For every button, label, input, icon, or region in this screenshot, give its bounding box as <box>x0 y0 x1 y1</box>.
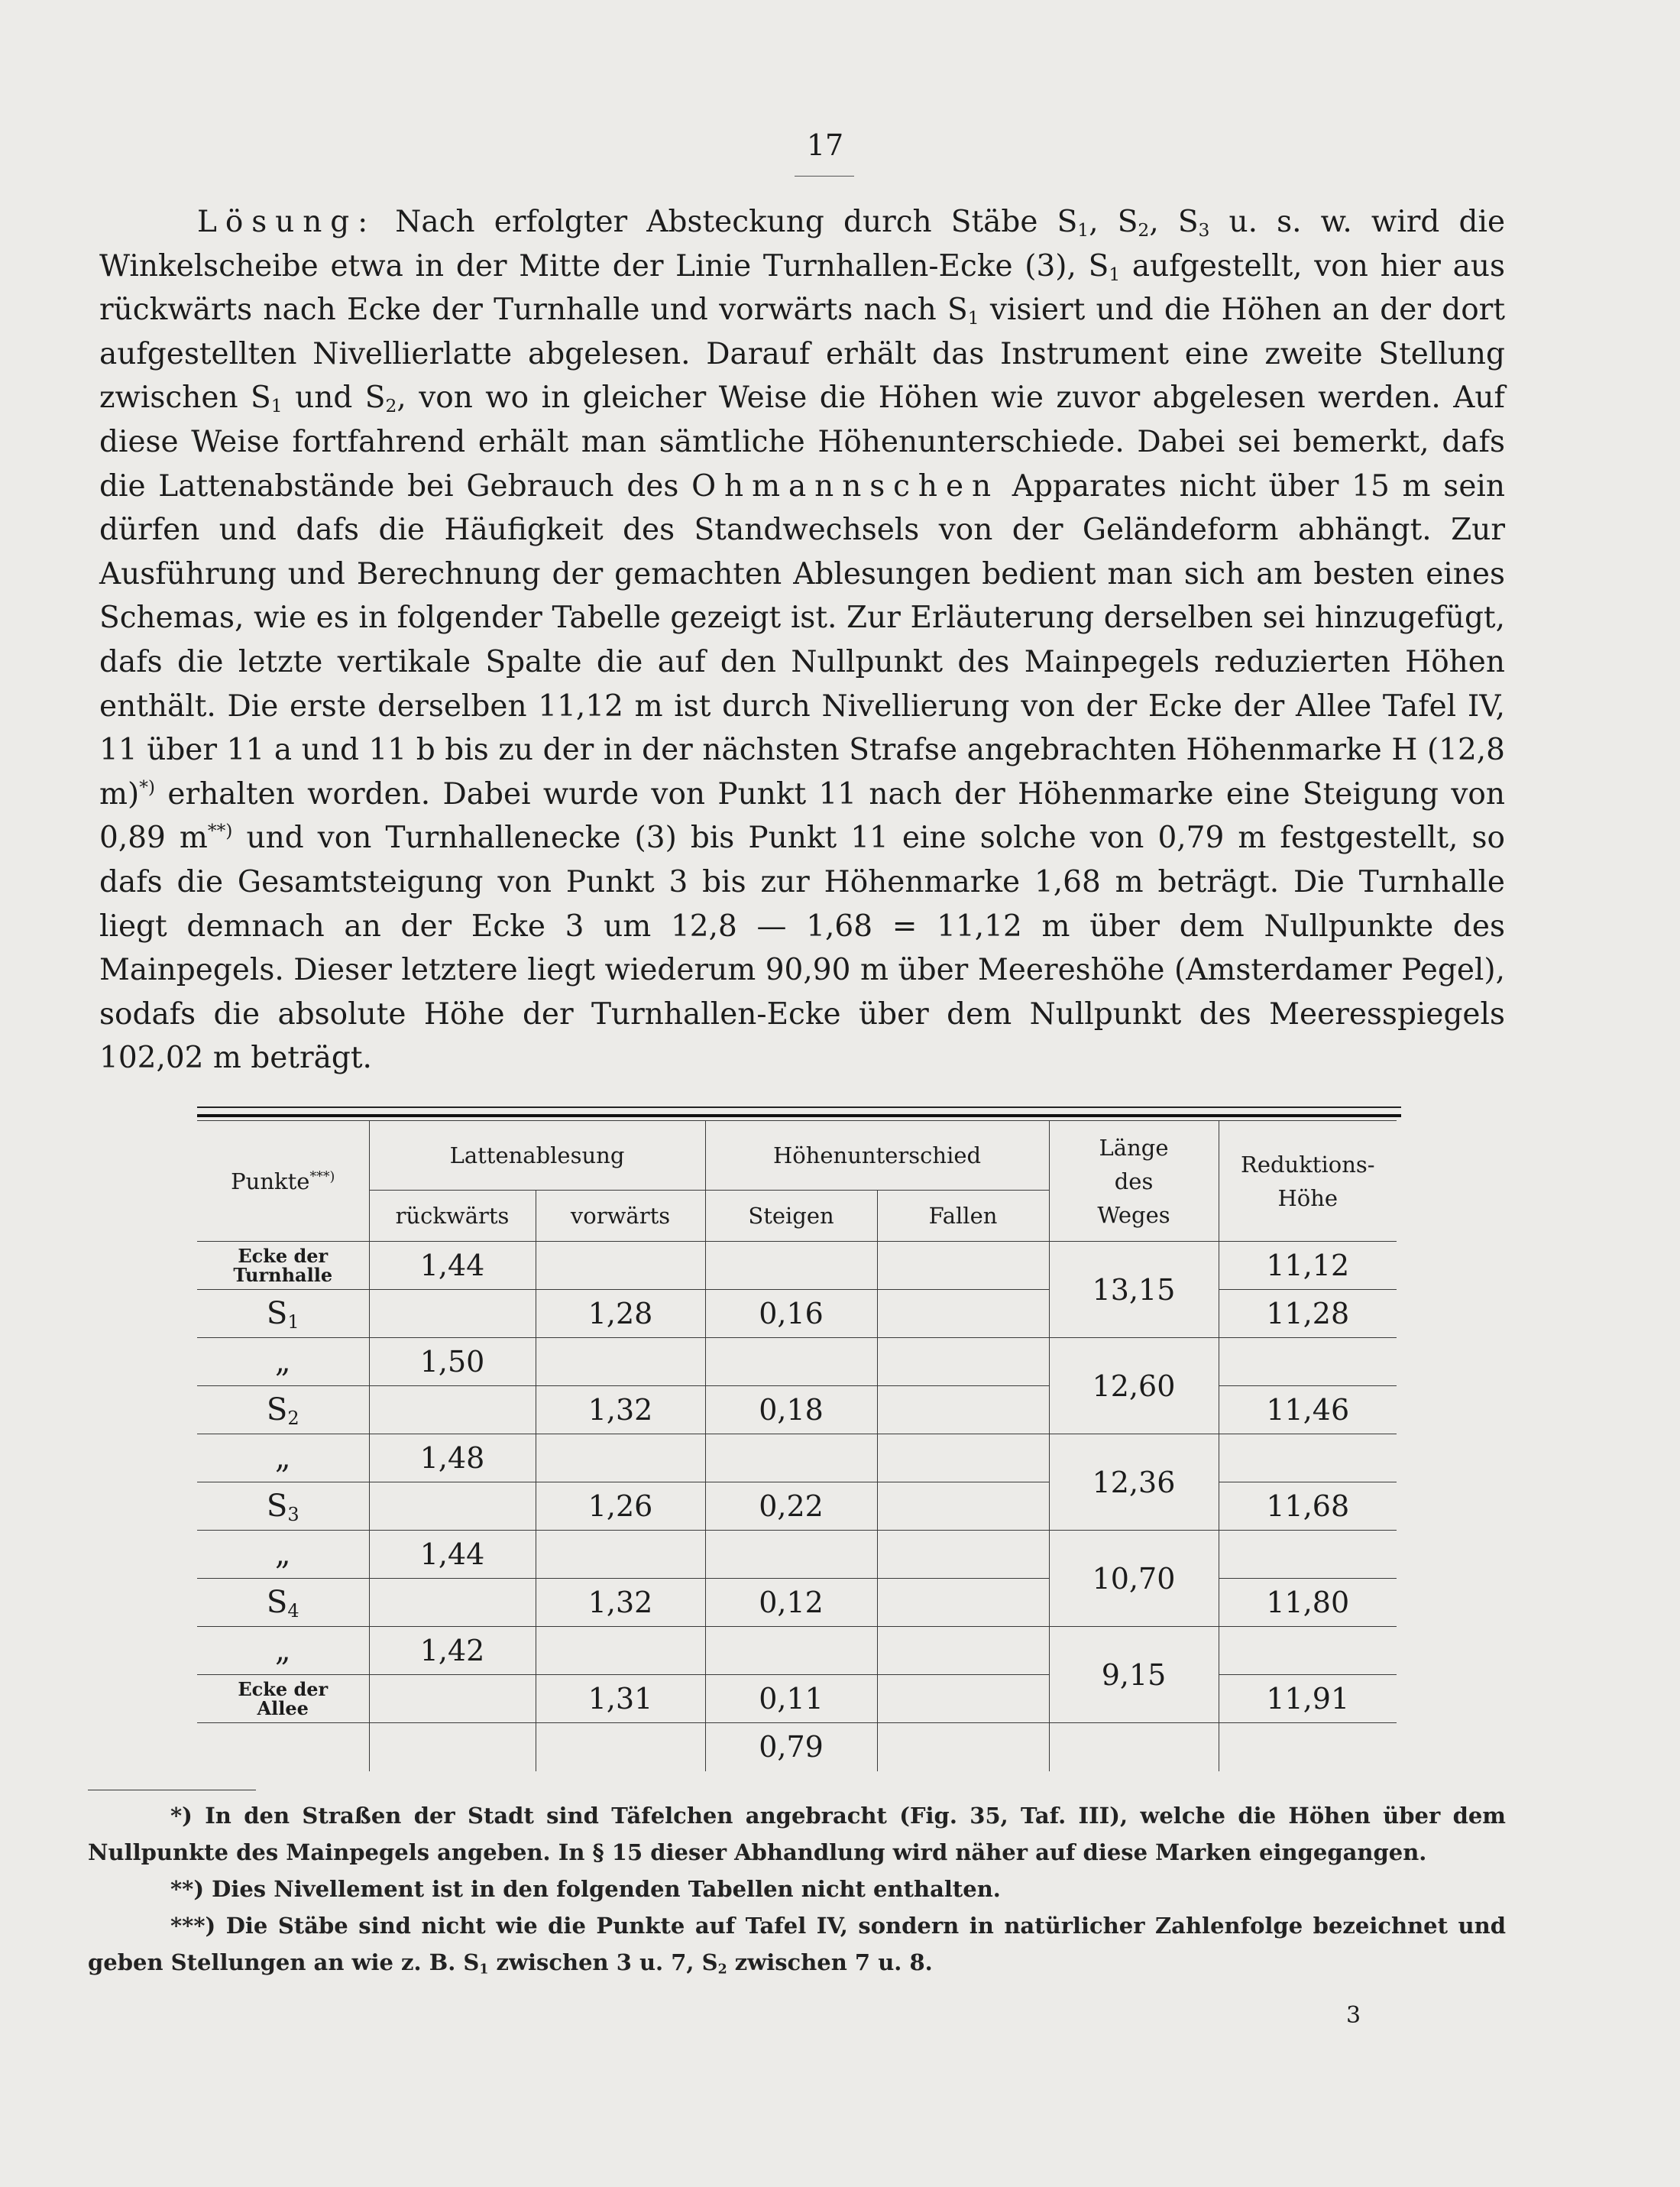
table-row <box>197 1627 1397 1675</box>
steigen-cell <box>705 1627 877 1675</box>
reduktion-cell: 11,68 <box>1219 1482 1397 1531</box>
footnote-ref-2: **) <box>207 820 233 842</box>
fallen-cell <box>877 1579 1049 1627</box>
steigen-cell: 0,18 <box>705 1386 877 1434</box>
fallen-cell <box>877 1386 1049 1434</box>
reduktion-cell <box>1219 1338 1397 1386</box>
laenge-cell <box>1049 1723 1219 1771</box>
header-laenge: Länge des Weges <box>1049 1121 1219 1242</box>
text-segment: erhalten worden. Dabei wurde von Punkt 11 nach der Höhenmarke eine Steigung von 0,89 m <box>99 776 1505 856</box>
vorwaerts-cell <box>536 1434 705 1482</box>
text-segment: Apparates nicht über 15 m sein dürfen und dafs die Häufigkeit des Standwechsels von der Geländeform abhängt. Zur Ausführung und Berechnung der gemachten Ablesungen bedient man sich am besten eines Schemas, wie es in folgender Tabelle gezeigt ist. Zur Erläuterung derselben sei hinzugefügt, dafs die letzte vertikale Spalte die auf den Nullpunkt des Mainpegels reduzierten Höhen enthält. Die erste derselben 11,12 m ist durch Nivellierung von der Ecke der Allee Tafel IV, 11 über 11 a und 11 b bis zu der in der nächsten Strafse angebrachten Höhenmarke H (12,8 m) <box>99 468 1505 812</box>
fallen-cell <box>877 1723 1049 1771</box>
fallen-cell <box>877 1242 1049 1290</box>
table-row <box>197 1434 1397 1482</box>
header-fallen: Fallen <box>877 1191 1049 1242</box>
vorwaerts-cell <box>536 1242 705 1290</box>
text-segment: , S <box>1149 205 1199 239</box>
footnotes <box>88 1797 1506 1981</box>
header-hoehenunterschied: Höhenunterschied <box>705 1121 1049 1191</box>
steigen-total-cell: 0,79 <box>705 1723 877 1771</box>
point-label: „ <box>197 1531 369 1579</box>
reduktion-cell <box>1219 1723 1397 1771</box>
steigen-cell: 0,12 <box>705 1579 877 1627</box>
footnote-2: **) Dies Nivellement ist in den folgenden Tabellen nicht enthalten. <box>170 1876 1001 1902</box>
vorwaerts-cell <box>536 1627 705 1675</box>
subscript: 2 <box>1138 219 1150 241</box>
steigen-cell: 0,22 <box>705 1482 877 1531</box>
vorwaerts-cell: 1,28 <box>536 1290 705 1338</box>
table-row <box>197 1531 1397 1579</box>
laenge-cell: 9,15 <box>1049 1627 1219 1723</box>
point-label: $S_4$ <box>197 1579 369 1627</box>
rueckwaerts-cell <box>369 1579 536 1627</box>
reduktion-cell <box>1219 1531 1397 1579</box>
steigen-cell <box>705 1338 877 1386</box>
text-segment: und von Turnhallenecke (3) bis Punkt 11 eine solche von 0,79 m festgestellt, so dafs die Gesamtsteigung von Punkt 3 bis zur Höhenmarke 1,68 m beträgt. Die Turnhalle liegt demnach an der Ecke 3 um 12,8 — 1,68 = 11,12 m über dem Nullpunkte des Mainpegels. Dieser letztere liegt wiederum 90,90 m über Meereshöhe (Amsterdamer Pegel), sodafs die absolute Höhe der Turnhallen-Ecke über dem Nullpunkt des Meeresspiegels 102,02 m beträgt. <box>99 821 1506 1076</box>
vorwaerts-cell <box>536 1338 705 1386</box>
fallen-cell <box>877 1627 1049 1675</box>
footnote-ref-1: *) <box>139 776 156 798</box>
reduktion-cell <box>1219 1627 1397 1675</box>
fallen-cell <box>877 1434 1049 1482</box>
point-label: $S_2$ <box>197 1386 369 1434</box>
footnote-ref-3: ***) <box>309 1168 335 1184</box>
rueckwaerts-cell: 1,44 <box>369 1531 536 1579</box>
rueckwaerts-cell <box>369 1290 536 1338</box>
header-lattenablesung: Lattenablesung <box>369 1121 705 1191</box>
rueckwaerts-cell <box>369 1482 536 1531</box>
rueckwaerts-cell: 1,48 <box>369 1434 536 1482</box>
table-top-rule-thick <box>197 1114 1401 1117</box>
point-label <box>197 1723 369 1771</box>
reduktion-cell: 11,46 <box>1219 1386 1397 1434</box>
vorwaerts-cell: 1,32 <box>536 1579 705 1627</box>
rueckwaerts-cell <box>369 1386 536 1434</box>
vorwaerts-cell <box>536 1531 705 1579</box>
footnote-1: *) In den Straßen der Stadt sind Täfelchen angebracht (Fig. 35, Taf. III), welche die Höhen über dem Nullpunkte des Mainpegels angeben. In § 15 dieser Abhandlung wird näher auf diese Marken eingegangen. <box>88 1803 1506 1865</box>
sheet-number: 3 <box>1346 2002 1361 2029</box>
header-rueckwaerts: rückwärts <box>369 1191 536 1242</box>
point-label: Ecke der Allee <box>197 1675 369 1723</box>
footnote-3: ***) Die Stäbe sind nicht wie die Punkte auf Tafel IV, sondern in natürlicher Zahlenfolge bezeichnet und geben Stellungen an wie z. B. $S_1$ zwischen 3 u. 7, $S_2$ zwischen 7 u. 8. <box>88 1913 1506 1978</box>
table-row-total <box>197 1723 1397 1771</box>
page-number-rule <box>795 176 854 177</box>
point-label: $S_3$ <box>197 1482 369 1531</box>
vorwaerts-cell <box>536 1723 705 1771</box>
text-segment: , von wo in gleicher Weise die Höhen wie zuvor abgelesen werden. Auf diese Weise fortfahrend erhält man sämtliche Höhenunterschiede. Dabei sei bemerkt, dafs die Lattenabstände bei Gebrauch des <box>99 381 1505 504</box>
text-segment: visiert und die Höhen an der dort aufgestellten Nivellierlatte abgelesen. Darauf erhält das Instrument eine zweite Stellung zwischen S <box>99 293 1505 416</box>
subscript: 3 <box>1198 219 1210 241</box>
fallen-cell <box>877 1675 1049 1723</box>
reduktion-cell <box>1219 1434 1397 1482</box>
reduktion-cell: 11,12 <box>1219 1242 1397 1290</box>
table-top-rule <box>197 1106 1401 1108</box>
steigen-cell <box>705 1434 877 1482</box>
text-segment: und S <box>282 381 386 416</box>
subscript: 1 <box>287 1311 299 1333</box>
laenge-cell: 12,60 <box>1049 1338 1219 1434</box>
laenge-cell: 13,15 <box>1049 1242 1219 1338</box>
steigen-cell: 0,16 <box>705 1290 877 1338</box>
vorwaerts-cell: 1,32 <box>536 1386 705 1434</box>
rueckwaerts-cell <box>369 1675 536 1723</box>
fallen-cell <box>877 1290 1049 1338</box>
paragraph-text <box>99 200 1505 1081</box>
table-row <box>197 1242 1397 1290</box>
fallen-cell <box>877 1482 1049 1531</box>
point-label: Ecke der Turnhalle <box>197 1242 369 1290</box>
text-segment: aufgestellt, von hier aus rückwärts nach Ecke der Turnhalle und vorwärts nach S <box>99 248 1506 328</box>
laenge-cell: 12,36 <box>1049 1434 1219 1531</box>
laenge-cell: 10,70 <box>1049 1531 1219 1627</box>
reduktion-cell: 11,80 <box>1219 1579 1397 1627</box>
rueckwaerts-cell: 1,44 <box>369 1242 536 1290</box>
subscript: 2 <box>385 395 397 417</box>
leveling-table <box>197 1120 1397 1771</box>
name-ohmann: Ohmannschen <box>691 468 1000 504</box>
body-paragraph <box>99 200 1505 1081</box>
table-row <box>197 1338 1397 1386</box>
steigen-cell: 0,11 <box>705 1675 877 1723</box>
steigen-cell <box>705 1531 877 1579</box>
vorwaerts-cell: 1,31 <box>536 1675 705 1723</box>
rueckwaerts-cell: 1,50 <box>369 1338 536 1386</box>
rueckwaerts-cell: 1,42 <box>369 1627 536 1675</box>
text-segment: Nach erfolgter Absteckung durch Stäbe S <box>376 205 1078 239</box>
point-label: „ <box>197 1338 369 1386</box>
steigen-cell <box>705 1242 877 1290</box>
point-label: „ <box>197 1434 369 1482</box>
header-reduktion: Reduktions-Höhe <box>1219 1121 1397 1242</box>
header-vorwaerts: vorwärts <box>536 1191 705 1242</box>
subscript: 1 <box>270 395 283 417</box>
header-steigen: Steigen <box>705 1191 877 1242</box>
text-segment: , S <box>1089 205 1138 239</box>
reduktion-cell: 11,28 <box>1219 1290 1397 1338</box>
vorwaerts-cell: 1,26 <box>536 1482 705 1531</box>
subscript: 1 <box>967 307 979 329</box>
subscript: 3 <box>287 1504 299 1525</box>
point-label: $S_1$ <box>197 1290 369 1338</box>
subscript: 1 <box>1077 219 1089 241</box>
point-label: „ <box>197 1627 369 1675</box>
header-punkte: Punkte***) <box>197 1121 369 1242</box>
page-number: 17 <box>806 128 844 162</box>
reduktion-cell: 11,91 <box>1219 1675 1397 1723</box>
subscript: 4 <box>287 1600 299 1622</box>
fallen-cell <box>877 1531 1049 1579</box>
lead-word: Lösung: <box>197 205 377 239</box>
rueckwaerts-cell <box>369 1723 536 1771</box>
subscript: 2 <box>287 1408 299 1429</box>
subscript: 1 <box>1109 263 1121 285</box>
fallen-cell <box>877 1338 1049 1386</box>
text-segment: u. s. w. wird die Winkelscheibe etwa in der Mitte der Linie Turnhallen-Ecke (3), S <box>99 205 1506 284</box>
